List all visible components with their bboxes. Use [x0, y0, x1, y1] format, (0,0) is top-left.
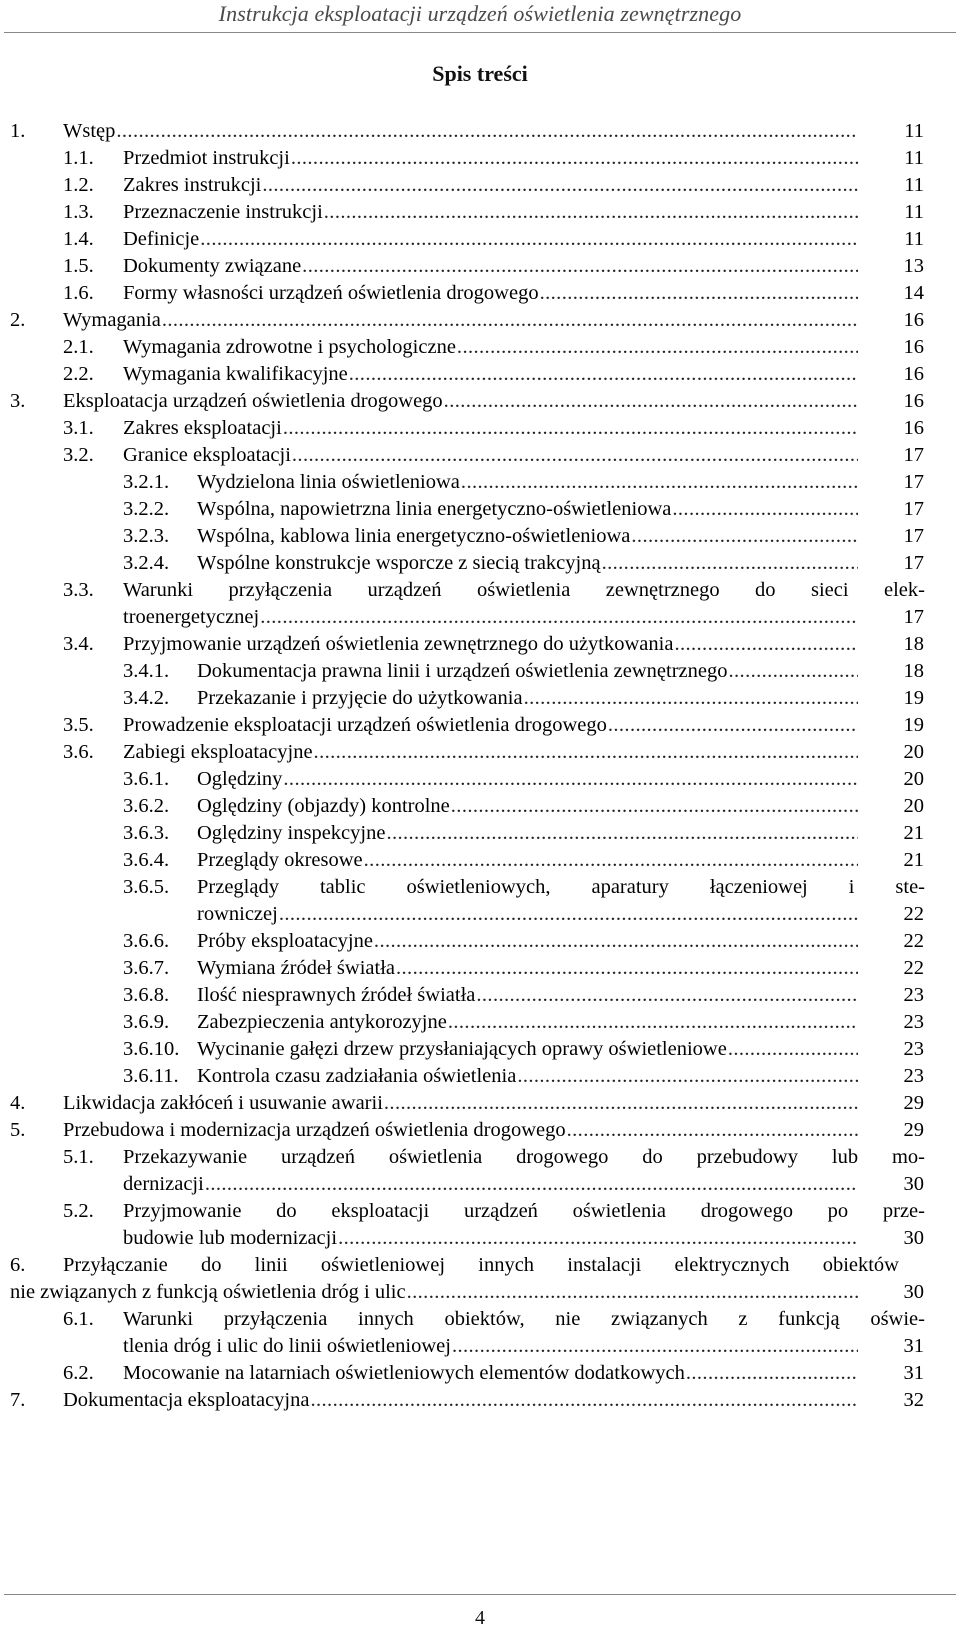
toc-entry[interactable]	[63, 307, 862, 333]
toc-entry[interactable]	[197, 523, 862, 549]
toc-entry-title: Wstęp	[63, 120, 116, 142]
toc-entry-number: 1.5.	[63, 255, 94, 277]
dot-leader	[384, 1090, 858, 1116]
dot-leader	[729, 658, 859, 684]
toc-entry-page: 14	[903, 282, 924, 304]
dot-leader	[314, 739, 858, 765]
toc-entry-title: Przeglądy okresowe	[197, 849, 363, 871]
toc-entry[interactable]	[197, 847, 862, 873]
toc-entry-page: 23	[903, 984, 924, 1006]
toc-entry-number: 3.6.3.	[123, 822, 170, 844]
toc-entry-number: 3.2.2.	[123, 498, 170, 520]
toc-entry-number: 3.4.1.	[123, 660, 170, 682]
toc-entry-number: 3.6.9.	[123, 1011, 170, 1033]
toc-entry[interactable]	[123, 334, 862, 360]
toc-entry-page: 17	[903, 606, 924, 628]
toc-entry[interactable]	[123, 1144, 925, 1170]
toc-entry-title: Wymagania	[63, 309, 161, 331]
toc-entry[interactable]	[197, 550, 862, 576]
dot-leader	[674, 631, 858, 657]
toc-entry-number: 3.6.8.	[123, 984, 170, 1006]
toc-entry-title-continued: tlenia dróg i ulic do linii oświetleniowej	[123, 1335, 451, 1357]
toc-entry-number: 1.4.	[63, 228, 94, 250]
toc-entry-title: Dokumenty związane	[123, 255, 302, 277]
dot-leader	[310, 1387, 858, 1413]
toc-entry[interactable]	[197, 1009, 862, 1035]
toc-entry[interactable]	[123, 172, 862, 198]
toc-entry-title: Wymagania kwalifikacyjne	[123, 363, 348, 385]
toc-entry-title: Przyłączanie do linii oświetleniowej innych instalacji elektrycznych obiektów	[63, 1254, 899, 1276]
toc-entry-page: 20	[903, 795, 924, 817]
toc-entry-title: Granice eksploatacji	[123, 444, 291, 466]
dot-leader	[283, 415, 858, 441]
toc-entry-page: 16	[903, 390, 924, 412]
toc-entry-page: 20	[903, 741, 924, 763]
dot-leader	[364, 847, 858, 873]
toc-entry-title: Wspólna, napowietrzna linia energetyczno-oświetleniowa	[197, 498, 672, 520]
toc-entry-title-continued: dernizacji	[123, 1173, 204, 1195]
toc-entry-page: 29	[903, 1092, 924, 1114]
toc-entry-page: 16	[903, 309, 924, 331]
toc-entry-title: Dokumentacja eksploatacyjna	[63, 1389, 310, 1411]
toc-entry-title-continued: nie związanych z funkcją oświetlenia dróg i ulic	[10, 1281, 406, 1303]
toc-entry[interactable]	[63, 118, 862, 144]
dot-leader	[524, 685, 858, 711]
toc-entry-title: Przedmiot instrukcji	[123, 147, 290, 169]
dot-leader	[338, 1225, 858, 1251]
toc-entry-title: Wymiana źródeł światła	[197, 957, 395, 979]
dot-leader	[686, 1360, 858, 1386]
toc-entry-page: 16	[903, 363, 924, 385]
toc-entry-continuation[interactable]	[123, 1171, 862, 1197]
toc-entry-title: Przyjmowanie do eksploatacji urządzeń oświetlenia drogowego po prze-	[123, 1200, 925, 1222]
toc-entry-title: Przeznaczenie instrukcji	[123, 201, 323, 223]
toc-entry-title: Zakres instrukcji	[123, 174, 262, 196]
toc-entry-page: 20	[903, 768, 924, 790]
dot-leader	[631, 523, 858, 549]
toc-entry-number: 3.	[10, 390, 26, 412]
toc-entry-title: Warunki przyłączenia urządzeń oświetlenia zewnętrznego do sieci elek-	[123, 579, 925, 601]
toc-entry-page: 23	[903, 1011, 924, 1033]
toc-entry-page: 11	[904, 228, 924, 250]
toc-entry[interactable]	[197, 793, 862, 819]
toc-entry-number: 6.1.	[63, 1308, 94, 1330]
toc-entry-page: 22	[903, 903, 924, 925]
toc-entry-number: 3.2.3.	[123, 525, 170, 547]
toc-entry-continuation[interactable]	[197, 901, 862, 927]
toc-entry[interactable]	[123, 145, 862, 171]
toc-entry-page: 13	[903, 255, 924, 277]
dot-leader	[602, 550, 858, 576]
dot-leader	[162, 307, 858, 333]
toc-entry-title-continued: rowniczej	[197, 903, 278, 925]
dot-leader	[302, 253, 858, 279]
dot-leader	[461, 469, 858, 495]
toc-entry[interactable]	[123, 415, 862, 441]
toc-entry[interactable]	[123, 1306, 925, 1332]
toc-title: Spis treści	[432, 61, 528, 86]
toc-entry-number: 3.3.	[63, 579, 94, 601]
toc-entry[interactable]	[197, 955, 862, 981]
toc-entry-number: 7.	[10, 1389, 26, 1411]
toc-entry-title: Warunki przyłączenia innych obiektów, nie związanych z funkcją oświe-	[123, 1308, 925, 1330]
toc-entry-number: 1.1.	[63, 147, 94, 169]
toc-entry-title: Prowadzenie eksploatacji urządzeń oświetlenia drogowego	[123, 714, 607, 736]
toc-entry[interactable]	[197, 1036, 862, 1062]
dot-leader	[476, 982, 858, 1008]
dot-leader	[407, 1279, 858, 1305]
toc-entry-page: 19	[903, 714, 924, 736]
toc-entry-page: 17	[903, 498, 924, 520]
toc-entry-number: 3.6.2.	[123, 795, 170, 817]
toc-entry-page: 17	[903, 525, 924, 547]
toc-entry-page: 11	[904, 147, 924, 169]
toc-entry-title-continued: troenergetycznej	[123, 606, 260, 628]
dot-leader	[374, 928, 858, 954]
toc-entry-number: 5.1.	[63, 1146, 94, 1168]
toc-entry-title: Mocowanie na latarniach oświetleniowych elementów dodatkowych	[123, 1362, 685, 1384]
toc-entry[interactable]	[197, 469, 862, 495]
dot-leader	[292, 442, 858, 468]
toc-entry[interactable]	[123, 712, 862, 738]
toc-entry-page: 31	[903, 1335, 924, 1357]
dot-leader	[200, 226, 858, 252]
toc-entry-page: 17	[903, 471, 924, 493]
dot-leader	[452, 1333, 858, 1359]
toc-entry-number: 1.6.	[63, 282, 94, 304]
toc-entry-number: 1.	[10, 120, 26, 142]
toc-entry-title: Oględziny	[197, 768, 283, 790]
toc-entry-continuation[interactable]	[123, 1333, 862, 1359]
footer-rule	[4, 1594, 956, 1595]
toc-entry-number: 3.6.11.	[123, 1065, 179, 1087]
toc-entry[interactable]	[63, 1252, 899, 1278]
toc-entry-title: Formy własności urządzeń oświetlenia drogowego	[123, 282, 539, 304]
header-rule	[4, 32, 956, 33]
dot-leader	[567, 1117, 858, 1143]
toc-entry-number: 3.6.4.	[123, 849, 170, 871]
toc-entry-title: Zabezpieczenia antykorozyjne	[197, 1011, 447, 1033]
toc-entry-page: 22	[903, 957, 924, 979]
toc-entry-page: 32	[903, 1389, 924, 1411]
toc-entry[interactable]	[123, 1360, 862, 1386]
toc-entry-title: Zabiegi eksploatacyjne	[123, 741, 313, 763]
toc-entry-number: 3.4.2.	[123, 687, 170, 709]
toc-entry[interactable]	[197, 874, 925, 900]
toc-entry-number: 4.	[10, 1092, 26, 1114]
toc-entry-number: 3.6.10.	[123, 1038, 180, 1060]
toc-entry-page: 23	[903, 1065, 924, 1087]
dot-leader	[396, 955, 858, 981]
toc-entry-page: 16	[903, 336, 924, 358]
toc-entry-title: Próby eksploatacyjne	[197, 930, 373, 952]
dot-leader	[291, 145, 858, 171]
running-header: Instrukcja eksploatacji urządzeń oświetlenia zewnętrznego	[218, 1, 742, 26]
dot-leader	[540, 280, 858, 306]
toc-entry-page: 11	[904, 201, 924, 223]
toc-entry-title: Ilość niesprawnych źródeł światła	[197, 984, 476, 1006]
dot-leader	[448, 1009, 858, 1035]
toc-entry-continuation[interactable]	[123, 1225, 862, 1251]
toc-entry-title: Wymagania zdrowotne i psychologiczne	[123, 336, 456, 358]
toc-entry-title: Wydzielona linia oświetleniowa	[197, 471, 460, 493]
toc-entry[interactable]	[123, 739, 862, 765]
toc-entry-number: 3.5.	[63, 714, 94, 736]
dot-leader	[324, 199, 858, 225]
toc-entry[interactable]	[123, 226, 862, 252]
dot-leader	[457, 334, 858, 360]
toc-entry[interactable]	[197, 982, 862, 1008]
dot-leader	[116, 118, 858, 144]
toc-entry-page: 21	[903, 822, 924, 844]
toc-entry-page: 18	[903, 660, 924, 682]
toc-entry-page: 17	[903, 552, 924, 574]
toc-entry-title: Przebudowa i modernizacja urządzeń oświetlenia drogowego	[63, 1119, 566, 1141]
toc-entry-title: Przekazywanie urządzeń oświetlenia drogowego do przebudowy lub mo-	[123, 1146, 925, 1168]
dot-leader	[517, 1063, 858, 1089]
toc-entry-page: 16	[903, 417, 924, 439]
dot-leader	[283, 766, 858, 792]
toc-entry-page: 22	[903, 930, 924, 952]
toc-entry-title: Likwidacja zakłóceń i usuwanie awarii	[63, 1092, 383, 1114]
toc-entry[interactable]	[123, 361, 862, 387]
toc-entry-page: 21	[903, 849, 924, 871]
toc-entry[interactable]	[197, 496, 862, 522]
toc-entry[interactable]	[197, 1063, 862, 1089]
toc-entry-title: Zakres eksploatacji	[123, 417, 282, 439]
dot-leader	[728, 1036, 858, 1062]
toc-entry-page: 18	[903, 633, 924, 655]
toc-entry-title: Dokumentacja prawna linii i urządzeń oświetlenia zewnętrznego	[197, 660, 728, 682]
toc-entry-title: Kontrola czasu zadziałania oświetlenia	[197, 1065, 517, 1087]
toc-entry-page: 11	[904, 120, 924, 142]
toc-entry[interactable]	[123, 631, 862, 657]
dot-leader	[262, 172, 858, 198]
toc-entry[interactable]	[123, 1198, 925, 1224]
toc-entry-title: Wycinanie gałęzi drzew przysłaniających oprawy oświetleniowe	[197, 1038, 727, 1060]
toc-entry-page: 11	[904, 174, 924, 196]
toc-entry-page: 30	[903, 1173, 924, 1195]
toc-entry-title: Eksploatacja urządzeń oświetlenia drogowego	[63, 390, 443, 412]
toc-entry[interactable]	[123, 280, 862, 306]
toc-entry-number: 3.2.4.	[123, 552, 170, 574]
toc-entry-number: 3.6.7.	[123, 957, 170, 979]
dot-leader	[349, 361, 858, 387]
toc-entry-number: 2.1.	[63, 336, 94, 358]
dot-leader	[260, 604, 858, 630]
toc-entry[interactable]	[123, 577, 925, 603]
toc-entry-title: Oględziny inspekcyjne	[197, 822, 386, 844]
toc-entry-number: 3.6.1.	[123, 768, 170, 790]
toc-entry-number: 3.6.5.	[123, 876, 170, 898]
dot-leader	[386, 820, 858, 846]
toc-entry-number: 6.2.	[63, 1362, 94, 1384]
toc-entry-page: 30	[903, 1227, 924, 1249]
toc-entry-page: 29	[903, 1119, 924, 1141]
toc-entry-number: 1.2.	[63, 174, 94, 196]
page-number: 4	[475, 1607, 485, 1629]
toc-entry[interactable]	[197, 820, 862, 846]
toc-entry-number: 1.3.	[63, 201, 94, 223]
toc-entry[interactable]	[197, 685, 862, 711]
toc-entry-continuation[interactable]	[123, 604, 862, 630]
toc-entry-title-continued: budowie lub modernizacji	[123, 1227, 338, 1249]
toc-entry-number: 5.	[10, 1119, 26, 1141]
toc-entry[interactable]	[63, 1117, 862, 1143]
toc-entry-page: 23	[903, 1038, 924, 1060]
toc-entry-number: 3.1.	[63, 417, 94, 439]
toc-entry-number: 3.4.	[63, 633, 94, 655]
toc-entry-number: 3.2.1.	[123, 471, 170, 493]
toc-entry-number: 2.2.	[63, 363, 94, 385]
toc-entry-title: Przeglądy tablic oświetleniowych, aparatury łączeniowej i ste-	[197, 876, 925, 898]
toc-entry-page: 17	[903, 444, 924, 466]
dot-leader	[672, 496, 858, 522]
dot-leader	[279, 901, 858, 927]
toc-entry-title: Wspólne konstrukcje wsporcze z siecią trakcyjną	[197, 552, 601, 574]
toc-entry-number: 6.	[10, 1254, 26, 1276]
toc-entry[interactable]	[197, 658, 862, 684]
toc-entry-title: Wspólna, kablowa linia energetyczno-oświetleniowa	[197, 525, 631, 547]
toc-entry-title: Przekazanie i przyjęcie do użytkowania	[197, 687, 523, 709]
dot-leader	[451, 793, 858, 819]
toc-entry[interactable]	[63, 1387, 862, 1413]
toc-entry-number: 3.2.	[63, 444, 94, 466]
toc-entry-number: 2.	[10, 309, 26, 331]
toc-entry[interactable]	[123, 199, 862, 225]
toc-entry[interactable]	[63, 388, 862, 414]
dot-leader	[205, 1171, 858, 1197]
toc-entry[interactable]	[123, 253, 862, 279]
toc-entry-number: 3.6.	[63, 741, 94, 763]
toc-entry-page: 30	[903, 1281, 924, 1303]
toc-entry-number: 5.2.	[63, 1200, 94, 1222]
dot-leader	[444, 388, 858, 414]
toc-entry[interactable]	[197, 766, 862, 792]
toc-entry-title: Oględziny (objazdy) kontrolne	[197, 795, 450, 817]
toc-entry[interactable]	[123, 442, 862, 468]
toc-entry-continuation[interactable]	[10, 1279, 862, 1305]
toc-entry-title: Przyjmowanie urządzeń oświetlenia zewnętrznego do użytkowania	[123, 633, 674, 655]
toc-entry[interactable]	[197, 928, 862, 954]
toc-entry-page: 19	[903, 687, 924, 709]
dot-leader	[608, 712, 858, 738]
toc-entry-number: 3.6.6.	[123, 930, 170, 952]
toc-entry-title: Definicje	[123, 228, 200, 250]
toc-entry-page: 31	[903, 1362, 924, 1384]
toc-entry[interactable]	[63, 1090, 862, 1116]
